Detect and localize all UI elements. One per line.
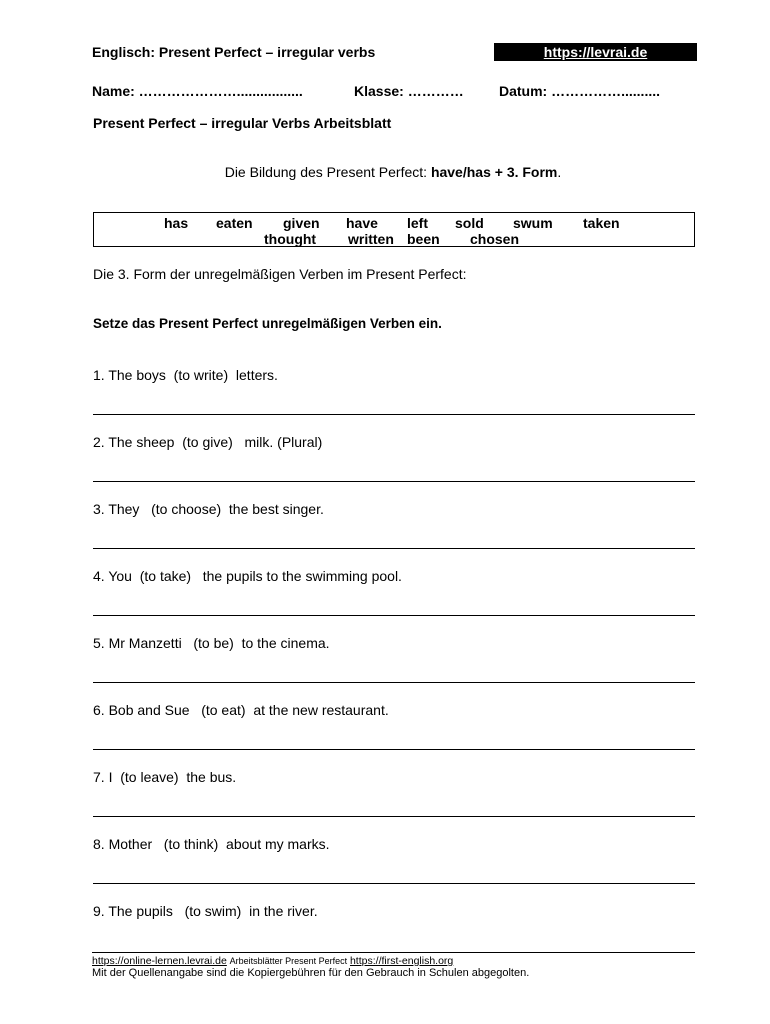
footer-sources: [92, 955, 453, 967]
exercise-item: 5. Mr Manzetti (to be) to the cinema.: [93, 635, 330, 651]
exercise-item: 7. I (to leave) the bus.: [93, 769, 237, 785]
answer-line[interactable]: [93, 749, 695, 750]
header-url-link[interactable]: https://levrai.de: [494, 43, 697, 61]
exercise-item: 6. Bob and Sue (to eat) at the new restaurant.: [93, 702, 389, 718]
exercise-item: 2. The sheep (to give) milk. (Plural): [93, 434, 323, 450]
word-bank-item: left: [407, 215, 428, 231]
word-bank-item: thought: [264, 231, 317, 247]
exercise-item: 8. Mother (to think) about my marks.: [93, 836, 330, 852]
klasse-field: Klasse: …………: [354, 83, 464, 99]
name-field: Name: ………………….................: [92, 83, 303, 99]
answer-line[interactable]: [93, 481, 695, 482]
worksheet-header-title: Englisch: Present Perfect – irregular verbs: [92, 44, 376, 60]
instruction-text: Setze das Present Perfect unregelmäßigen Verben ein.: [93, 316, 442, 331]
answer-line[interactable]: [93, 548, 695, 549]
footer-divider: [92, 952, 695, 953]
formation-prefix: Die Bildung des Present Perfect:: [224, 164, 431, 180]
exercise-item: 3. They (to choose) the best singer.: [93, 501, 324, 517]
word-bank-item: have: [346, 215, 378, 231]
answer-line[interactable]: [93, 682, 695, 683]
word-bank: [93, 212, 695, 247]
exercise-item: 9. The pupils (to swim) in the river.: [93, 903, 318, 919]
word-bank-item: eaten: [216, 215, 253, 231]
word-bank-item: has: [164, 215, 189, 231]
word-bank-item: chosen: [470, 231, 520, 247]
word-bank-item: sold: [455, 215, 484, 231]
formation-rule: [0, 164, 770, 180]
exercise-item: 4. You (to take) the pupils to the swimming pool.: [93, 568, 402, 584]
answer-line[interactable]: [93, 414, 695, 415]
exercise-item: 1. The boys (to write) letters.: [93, 367, 278, 383]
word-bank-item: been: [407, 231, 440, 247]
footer-link-online-lernen[interactable]: https://online-lernen.levrai.de: [92, 955, 227, 967]
footer-middle-text: Arbeitsblätter Present Perfect: [229, 956, 348, 966]
footer-link-first-english[interactable]: https://first-english.org: [349, 955, 454, 967]
answer-line[interactable]: [93, 883, 695, 884]
formation-bold: have/has + 3. Form: [430, 164, 558, 180]
datum-field: Datum: ……………..........: [499, 83, 661, 99]
word-bank-item: swum: [513, 215, 553, 231]
sheet-title: Present Perfect – irregular Verbs Arbeitsblatt: [93, 115, 392, 131]
intro-text: Die 3. Form der unregelmäßigen Verben im Present Perfect:: [93, 266, 467, 282]
answer-line[interactable]: [93, 816, 695, 817]
word-bank-item: taken: [583, 215, 620, 231]
answer-line[interactable]: [93, 615, 695, 616]
formation-suffix: .: [557, 164, 562, 180]
footer-copyright-note: Mit der Quellenangabe sind die Kopiergebühren für den Gebrauch in Schulen abgegolten.: [92, 967, 530, 979]
word-bank-item: written: [348, 231, 394, 247]
word-bank-item: given: [283, 215, 320, 231]
